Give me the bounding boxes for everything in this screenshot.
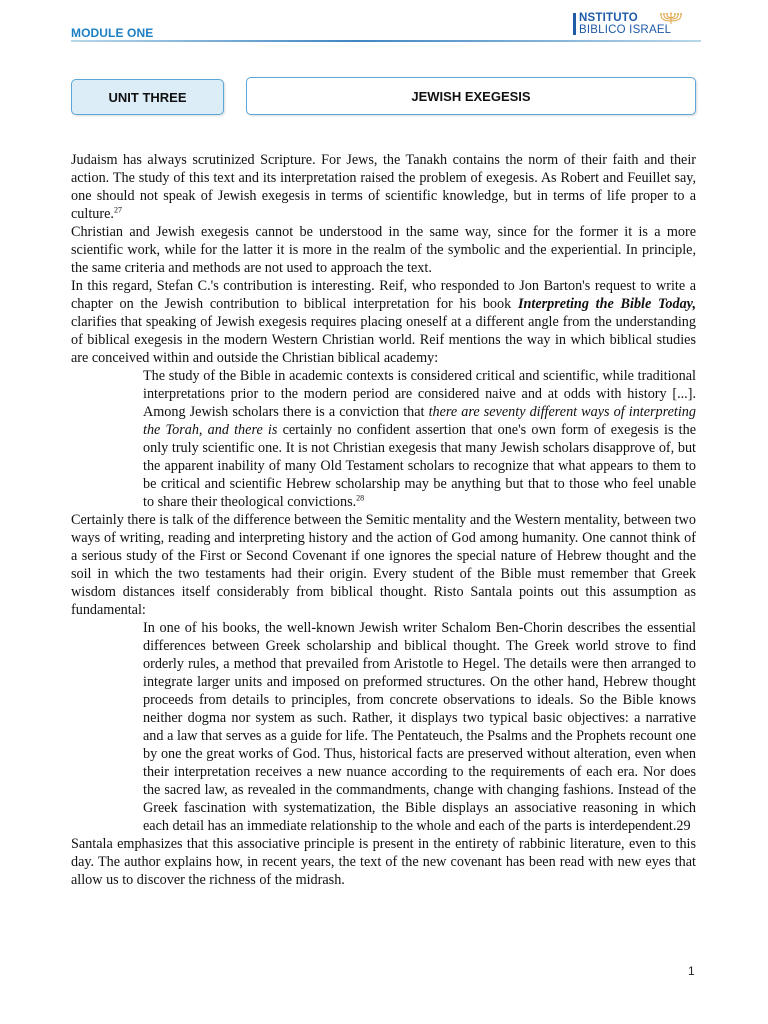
block-quote-1 bbox=[143, 367, 696, 511]
paragraph-4: Certainly there is talk of the difference between the Semitic mentality and the Western mentality, between two ways of writing, reading and interpreting history and the action of God among humanity. One cannot think of a serious study of the First or Second Covenant if one ignores the special nature of Hebrew thought and the soil in which the two testaments had their origin. Every student of the Bible must remember that Greek wisdom distances itself considerably from biblical thought. Risto Santala points out this assumption as fundamental: bbox=[71, 512, 696, 618]
paragraph-3 bbox=[71, 277, 696, 367]
section-title: JEWISH EXEGESIS bbox=[411, 88, 531, 104]
paragraph-1 bbox=[71, 151, 696, 223]
footnote-27: 27 bbox=[113, 205, 122, 215]
paragraph-1-text: Judaism has always scrutinized Scripture. For Jews, the Tanakh contains the norm of their faith and their action. The study of this text and its interpretation raised the problem of exegesis. As Robert and Feuillet say, one should not speak of Jewish exegesis in terms of scientific knowledge, but in terms of life proper to a culture. bbox=[71, 152, 696, 222]
paragraph-5: Santala emphasizes that this associative principle is present in the entirety of rabbinic literature, even to this day. The author explains how, in recent years, the text of the new covenant has been read with new eyes that allow us to discover the richness of the midrash. bbox=[71, 836, 696, 888]
footnote-28: 28 bbox=[356, 493, 365, 503]
body-text bbox=[71, 151, 696, 889]
unit-label-box bbox=[71, 79, 224, 115]
block-quote-2: In one of his books, the well-known Jewish writer Schalom Ben-Chorin describes the essential differences between Greek scholarship and biblical thought. The Greek world strove to find orderly rules, a method that prevailed from Aristotle to Hegel. The details were then arranged to integrate larger units and imposed on preformed structures. On the other hand, Hebrew thought proceeds from details to principles, from concrete observations to ideals. So the Bible knows neither dogma nor system as such. Rather, it displays two typical basic objectives: a narrative and a law that serves as a guide for life. The Pentateuch, the Psalms and the Prophets recount one by one the great works of God. Thus, historical facts are preserved without alteration, even when their interpretation receives a new nuance according to the requirements of each era. Nor does the sacred law, as revealed in the commandments, change with changing fashions. Instead of the Greek fascination with systematization, the Bible displays an associative reasoning in which each detail has an immediate relationship to the whole and each of the parts is interdependent.29 bbox=[143, 620, 696, 834]
quote-1-italic: there are seventy different ways of interpreting the Torah, and there is bbox=[143, 404, 696, 438]
unit-label: UNIT THREE bbox=[108, 89, 187, 105]
logo-line-1: NSTITUTO bbox=[579, 12, 638, 24]
quote-1-text-a: The study of the Bible in academic contexts is considered critical and scientific, while traditional interpretations prior to the modern period are considered naive and at odds with history [...]. Among Jewish scholars there is a conviction that bbox=[143, 368, 696, 420]
book-title: Interpreting the Bible Today, bbox=[517, 296, 696, 312]
page-number: 1 bbox=[688, 964, 695, 978]
menorah-icon bbox=[657, 12, 685, 24]
logo-bar bbox=[573, 13, 576, 35]
institute-logo bbox=[573, 12, 703, 40]
paragraph-3-text-b: clarifies that speaking of Jewish exegesis requires placing oneself at a different angle from the understanding of biblical exegesis in the modern Western Christian world. Reif mentions the way in which biblical studies are conceived within and outside the Christian biblical academy: bbox=[71, 314, 696, 366]
logo-line-2: BIBLICO ISRAEL bbox=[579, 24, 672, 36]
page-header bbox=[0, 0, 768, 50]
module-label: MODULE ONE bbox=[71, 26, 154, 40]
section-title-box bbox=[246, 77, 696, 115]
header-divider bbox=[71, 40, 701, 42]
paragraph-3-text-a: In this regard, Stefan C.'s contribution is interesting. Reif, who responded to Jon Barton's request to write a chapter on the Jewish contribution to biblical interpretation for his book bbox=[71, 278, 696, 312]
paragraph-2: Christian and Jewish exegesis cannot be understood in the same way, since for the former it is a more scientific work, while for the latter it is more in the realm of the symbolic and the experiential. In principle, the same criteria and methods are not used to approach the text. bbox=[71, 224, 696, 276]
quote-1-text-b: certainly no confident assertion that one's own form of exegesis is the only truly scientific one. It is not Christian exegesis that many Jewish scholars disapprove of, but the apparent inability of many Old Testament scholars to recognize that what appears to them to be critical and scientific Hebrew scholarship may be anything but that to those who feel unable to share their theological convictions. bbox=[143, 422, 696, 510]
